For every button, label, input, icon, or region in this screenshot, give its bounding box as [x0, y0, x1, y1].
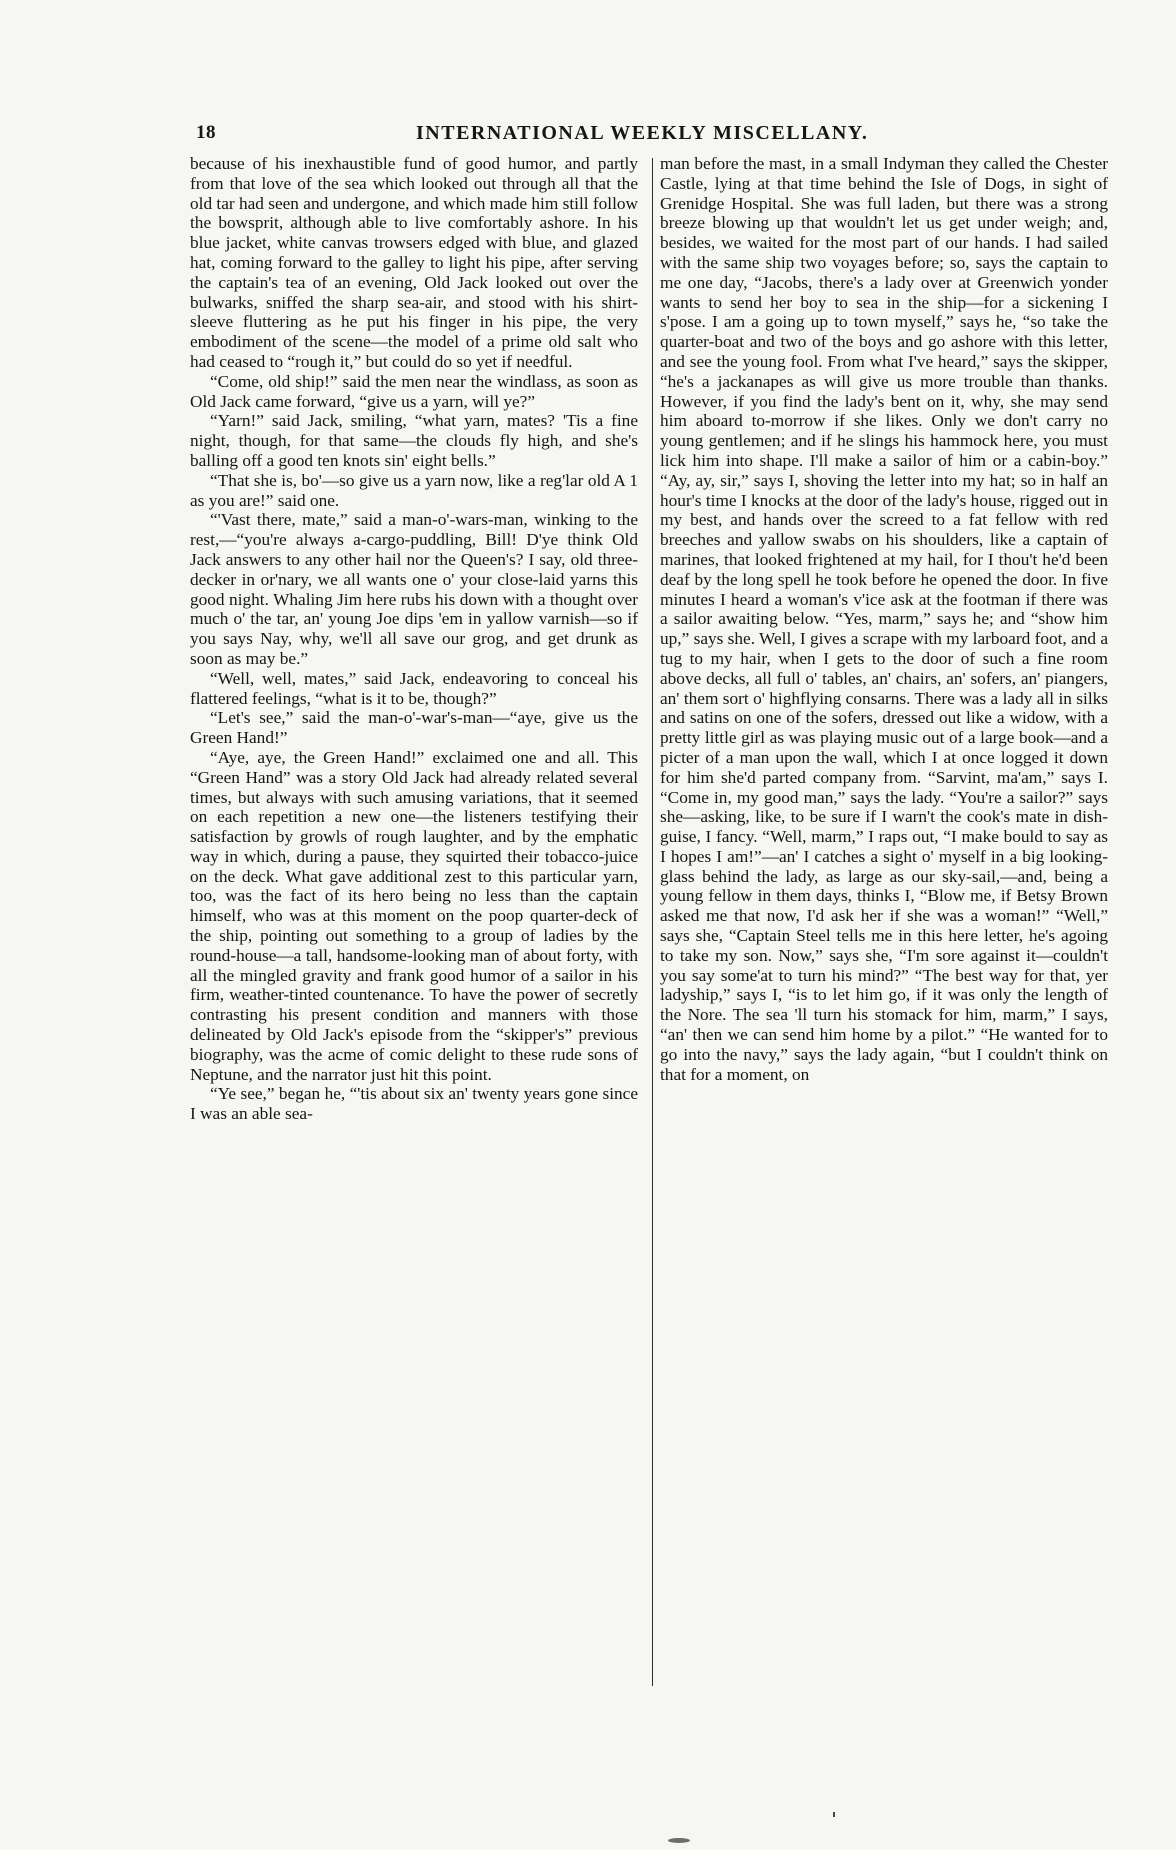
running-head-title: INTERNATIONAL WEEKLY MISCELLANY. — [416, 122, 869, 144]
paragraph: “'Vast there, mate,” said a man-o'-wars-man, winking to the rest,—“you're always a-cargo-puddling, Bill! D'ye think Old Jack answers to any other hail nor the Queen's? I say, old three-decker in or'nary, we all wants one o' your close-laid yarns this good night. Whaling Jim here rubs his down with a thought over much o' the tar, an' young Joe dips 'em in yallow varnish—so if you says Nay, why, we'll all save our grog, and get drunk as soon as may be.” — [190, 510, 638, 668]
paragraph: “Well, well, mates,” said Jack, endeavoring to conceal his flattered feelings, “what is it to be, though?” — [190, 668, 638, 708]
paragraph: because of his inexhaustible fund of good humor, and partly from that love of the sea which looked out through all that the old tar had seen and undergone, and which made him still follow the bowsprit, although able to live comfortably ashore. In his blue jacket, white canvas trowsers edged with blue, and glazed hat, coming forward to the galley to light his pipe, after serving the captain's tea of an evening, Old Jack looked out over the bulwarks, sniffed the sharp sea-air, and stood with his shirt-sleeve fluttering as he put his finger in his pipe, the very embodiment of the scene—the model of a prime old salt who had ceased to “rough it,” but could do so yet if needful. — [190, 154, 638, 371]
ink-speck — [833, 1812, 835, 1817]
column-divider — [652, 158, 653, 1686]
right-column — [660, 154, 1108, 1084]
paragraph: “Yarn!” said Jack, smiling, “what yarn, mates? 'Tis a fine night, though, for that same—the clouds fly high, and she's balling off a good ten knots sin' eight bells.” — [190, 411, 638, 470]
paragraph: “Let's see,” said the man-o'-war's-man—“aye, give us the Green Hand!” — [190, 708, 638, 748]
ink-smudge — [668, 1838, 690, 1843]
left-column — [190, 154, 638, 1124]
page-number: 18 — [196, 122, 216, 143]
paragraph: “Come, old ship!” said the men near the windlass, as soon as Old Jack came forward, “give us a yarn, will ye?” — [190, 371, 638, 411]
paragraph: “Aye, aye, the Green Hand!” exclaimed one and all. This “Green Hand” was a story Old Jack had already related several times, but always with such amusing variations, that it seemed on each repetition a new one—the listeners testifying their satisfaction by growls of rough laughter, and by the emphatic way in which, during a pause, they squirted their tobacco-juice on the deck. What gave additional zest to this particular yarn, too, was the fact of its hero being no less than the captain himself, who was at this moment on the poop quarter-deck of the ship, pointing out something to a group of ladies by the round-house—a tall, handsome-looking man of about forty, with all the mingled gravity and frank good humor of a sailor in his firm, weather-tinted countenance. To have the power of secretly contrasting his present condition and manners with those delineated by Old Jack's episode from the “skipper's” previous biography, was the acme of comic delight to these rude sons of Neptune, and the narrator just hit this point. — [190, 747, 638, 1084]
paragraph: “Ye see,” began he, “'tis about six an' twenty years gone since I was an able sea- — [190, 1084, 638, 1124]
paragraph: “That she is, bo'—so give us a yarn now, like a reg'lar old A 1 as you are!” said one. — [190, 470, 638, 510]
page-header — [196, 122, 1026, 152]
paragraph: man before the mast, in a small Indyman they called the Chester Castle, lying at that time behind the Isle of Dogs, in sight of Grenidge Hospital. She was full laden, but there was a strong breeze blowing up that wouldn't let us get under weigh; and, besides, we waited for the most part of our hands. I had sailed with the same ship two voyages before; so, says the captain to me one day, “Jacobs, there's a lady over at Greenwich yonder wants to send her boy to sea in the ship—for a sickening I s'pose. I am a going up to town myself,” says he, “so take the quarter-boat and two of the boys and go ashore with this letter, and see the young fool. From what I've heard,” says the skipper, “he's a jackanapes as will give us more trouble than thanks. However, if you find the lady's bent on it, why, she may send him aboard to-morrow if she likes. Only we don't carry no young gentlemen; and if he slings his hammock here, you must lick him into shape. I'll make a sailor of him or a cabin-boy.” “Ay, ay, sir,” says I, shoving the letter into my hat; so in half an hour's time I knocks at the door of the lady's house, rigged out in my best, and hands over the screed to a fat fellow with red breeches and yallow swabs on his shoulders, like a captain of marines, that looked frightened at my hail, for I thou't he'd been deaf by the long spell he took before he opened the door. In five minutes I heard a woman's v'ice ask at the footman if there was a sailor awaiting below. “Yes, marm,” says he; and “show him up,” says she. Well, I gives a scrape with my larboard foot, and a tug to my hair, when I gets to the door of such a fine room above decks, all full o' tables, an' chairs, an' sofers, an' piangers, an' them sort o' highflying consarns. There was a lady all in silks and satins on one of the sofers, dressed out like a widow, with a pretty little girl as was playing music out of a large book—and a picter of a man upon the wall, which I at once logged it down for him she'd parted company from. “Sarvint, ma'am,” says I. “Come in, my good man,” says the lady. “You're a sailor?” says she—asking, like, to be sure if I warn't the cook's mate in dish-guise, I fancy. “Well, marm,” I raps out, “I make bould to say as I hopes I am!”—an' I catches a sight o' myself in a big looking-glass behind the lady, as large as our sky-sail,—and, being a young fellow in them days, thinks I, “Blow me, if Betsy Brown asked me that now, I'd ask her if she was a woman!” “Well,” says she, “Captain Steel tells me in this here letter, he's agoing to take my son. Now,” says she, “I'm sore against it—couldn't you say some'at to turn his mind?” “The best way for that, yer ladyship,” says I, “is to let him go, if it was only the length of the Nore. The sea 'll turn his stomack for him, marm,” I says, “an' then we can send him home by a pilot.” “He wanted for to go into the navy,” says the lady again, “but I couldn't think on that for a moment, on — [660, 154, 1108, 1084]
